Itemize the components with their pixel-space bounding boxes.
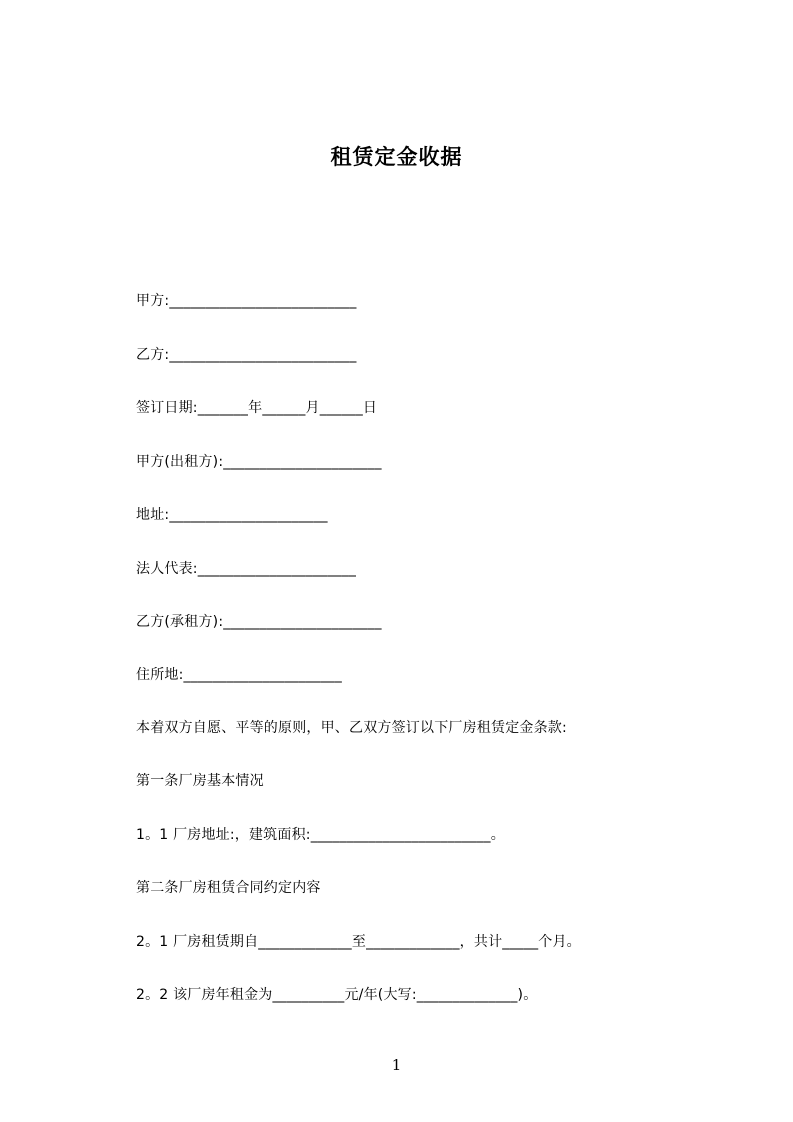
lessor-line: 甲方(出租方):______________________ (136, 454, 382, 470)
residence-line: 住所地:______________________ (136, 667, 342, 683)
address-line: 地址:______________________ (136, 507, 328, 523)
page-number: 1 (391, 1056, 402, 1074)
party-a-line: 甲方:__________________________ (136, 293, 357, 309)
party-b-line: 乙方:__________________________ (136, 347, 357, 363)
clause-1-1: 1。1 厂房地址:，建筑面积:_________________________。 (136, 827, 505, 843)
article-two-heading: 第二条厂房租赁合同约定内容 (136, 880, 321, 896)
lessee-line: 乙方(承租方):______________________ (136, 614, 382, 630)
clause-2-1: 2。1 厂房租赁期自_____________至_____________，共计_____个月。 (136, 934, 581, 950)
signing-date-line: 签订日期:_______年______月______日 (136, 400, 378, 416)
article-one-heading: 第一条厂房基本情况 (136, 773, 264, 789)
intro-paragraph: 本着双方自愿、平等的原则，甲、乙双方签订以下厂房租赁定金条款: (136, 720, 567, 736)
legal-representative-line: 法人代表:______________________ (136, 561, 357, 577)
document-title: 租赁定金收据 (330, 145, 463, 169)
clause-2-2: 2。2 该厂房年租金为__________元/年(大写:______________)。 (136, 987, 538, 1003)
